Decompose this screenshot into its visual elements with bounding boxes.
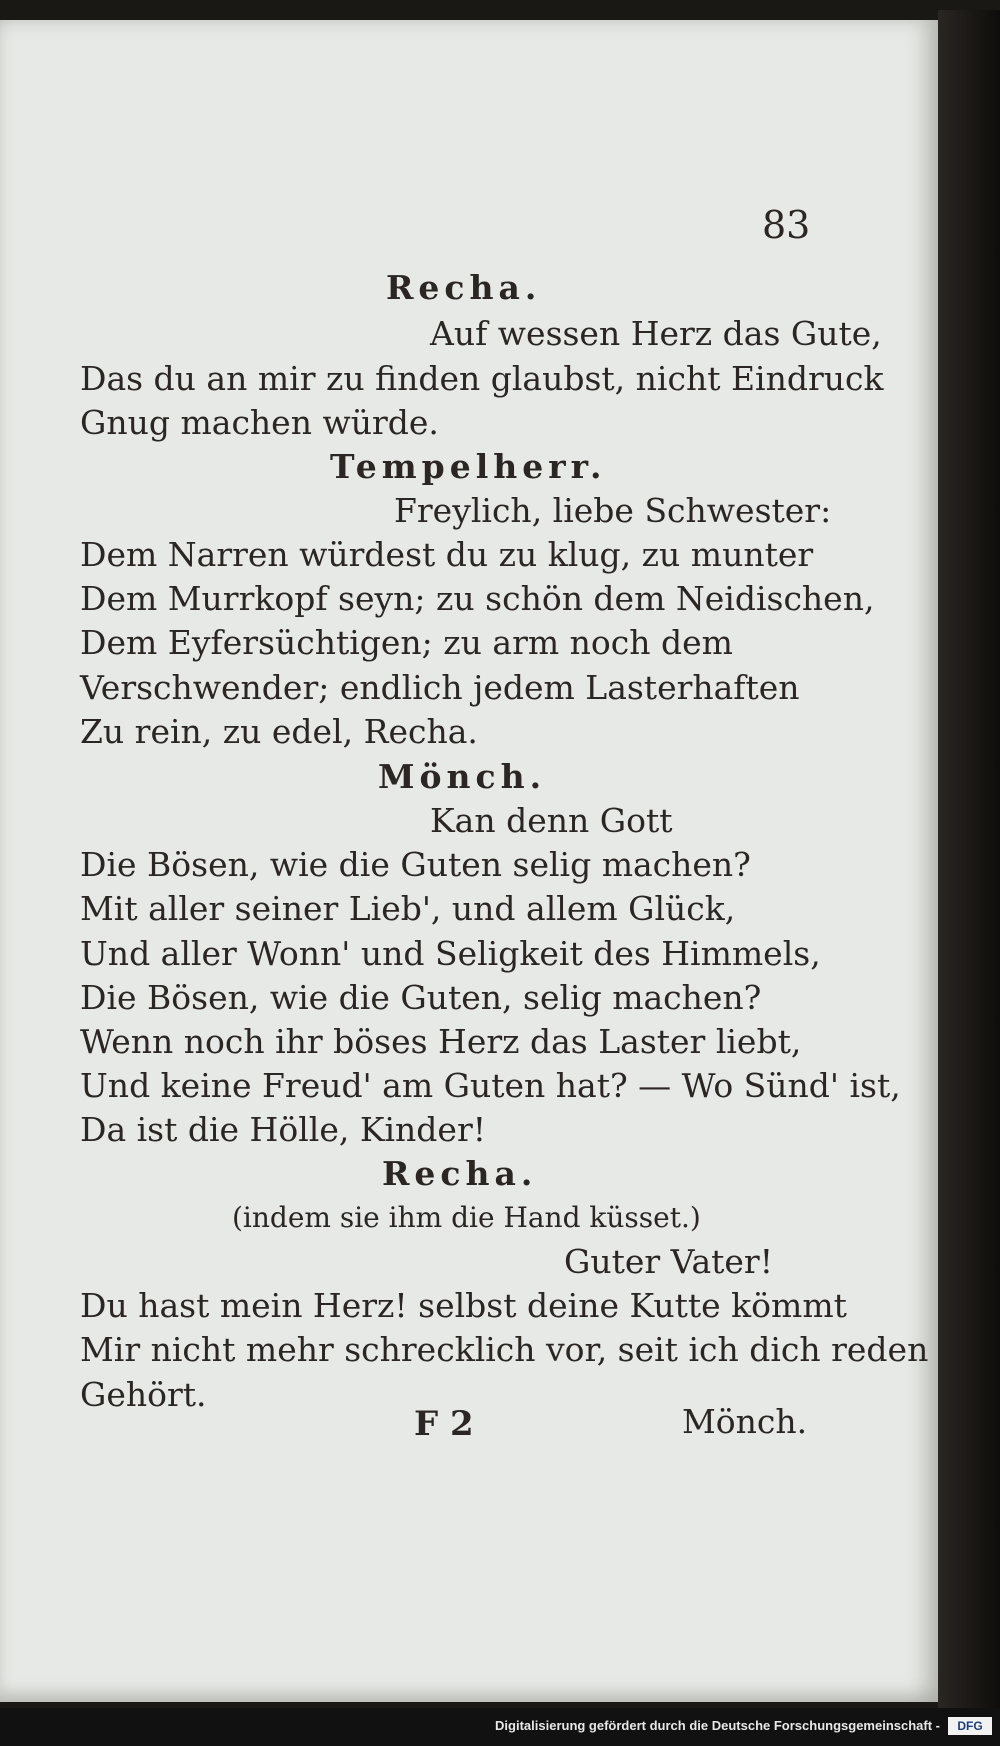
verse-line: Zu rein, zu edel, Recha. (80, 712, 478, 751)
verse-line: Die Bösen, wie die Guten selig machen? (80, 845, 751, 884)
verse-line: Dem Murrkopf seyn; zu schön dem Neidischen, (80, 579, 875, 618)
book-edge (938, 10, 1000, 1710)
verse-line: Freylich, liebe Schwester: (394, 491, 832, 530)
speaker-name: Mönch. (378, 757, 547, 796)
verse-line: Du hast mein Herz! selbst deine Kutte kömmt (80, 1286, 847, 1325)
verse-line: Gehört. (80, 1375, 207, 1414)
footer-bar (0, 1708, 1000, 1746)
page-number: 83 (762, 203, 811, 247)
verse-line: Da ist die Hölle, Kinder! (80, 1110, 486, 1149)
verse-line: Mit aller seiner Lieb', und allem Glück, (80, 889, 736, 928)
verse-line: Und keine Freud' am Guten hat? — Wo Sünd' ist, (80, 1066, 901, 1105)
speaker-name: Recha. (382, 1154, 538, 1193)
catchword: Mönch. (682, 1402, 808, 1441)
signature-mark: F 2 (414, 1404, 474, 1444)
verse-line: Die Bösen, wie die Guten, selig machen? (80, 978, 762, 1017)
verse-line: Gnug machen würde. (80, 403, 439, 442)
verse-line: Das du an mir zu finden glaubst, nicht Eindruck (80, 359, 884, 398)
speaker-name: Tempelherr. (330, 447, 607, 486)
verse-line: Verschwender; endlich jedem Lasterhaften (80, 668, 800, 707)
dfg-logo: DFG (948, 1717, 992, 1735)
verse-line: Dem Eyfersüchtigen; zu arm noch dem (80, 623, 733, 662)
verse-line: Auf wessen Herz das Gute, (430, 314, 882, 353)
verse-line: Kan denn Gott (430, 801, 673, 840)
verse-line: Und aller Wonn' und Seligkeit des Himmels, (80, 934, 821, 973)
speaker-name: Recha. (386, 268, 542, 307)
book-page (0, 20, 938, 1702)
verse-line: Wenn noch ihr böses Herz das Laster liebt, (80, 1022, 802, 1061)
stage-direction: (indem sie ihm die Hand küsset.) (232, 1201, 701, 1234)
verse-line: Guter Vater! (564, 1242, 773, 1281)
verse-line: Mir nicht mehr schrecklich vor, seit ich dich reden (80, 1330, 929, 1369)
verse-line: Dem Narren würdest du zu klug, zu munter (80, 535, 814, 574)
funding-credit: Digitalisierung gefördert durch die Deutsche Forschungsgemeinschaft - (495, 1718, 940, 1733)
